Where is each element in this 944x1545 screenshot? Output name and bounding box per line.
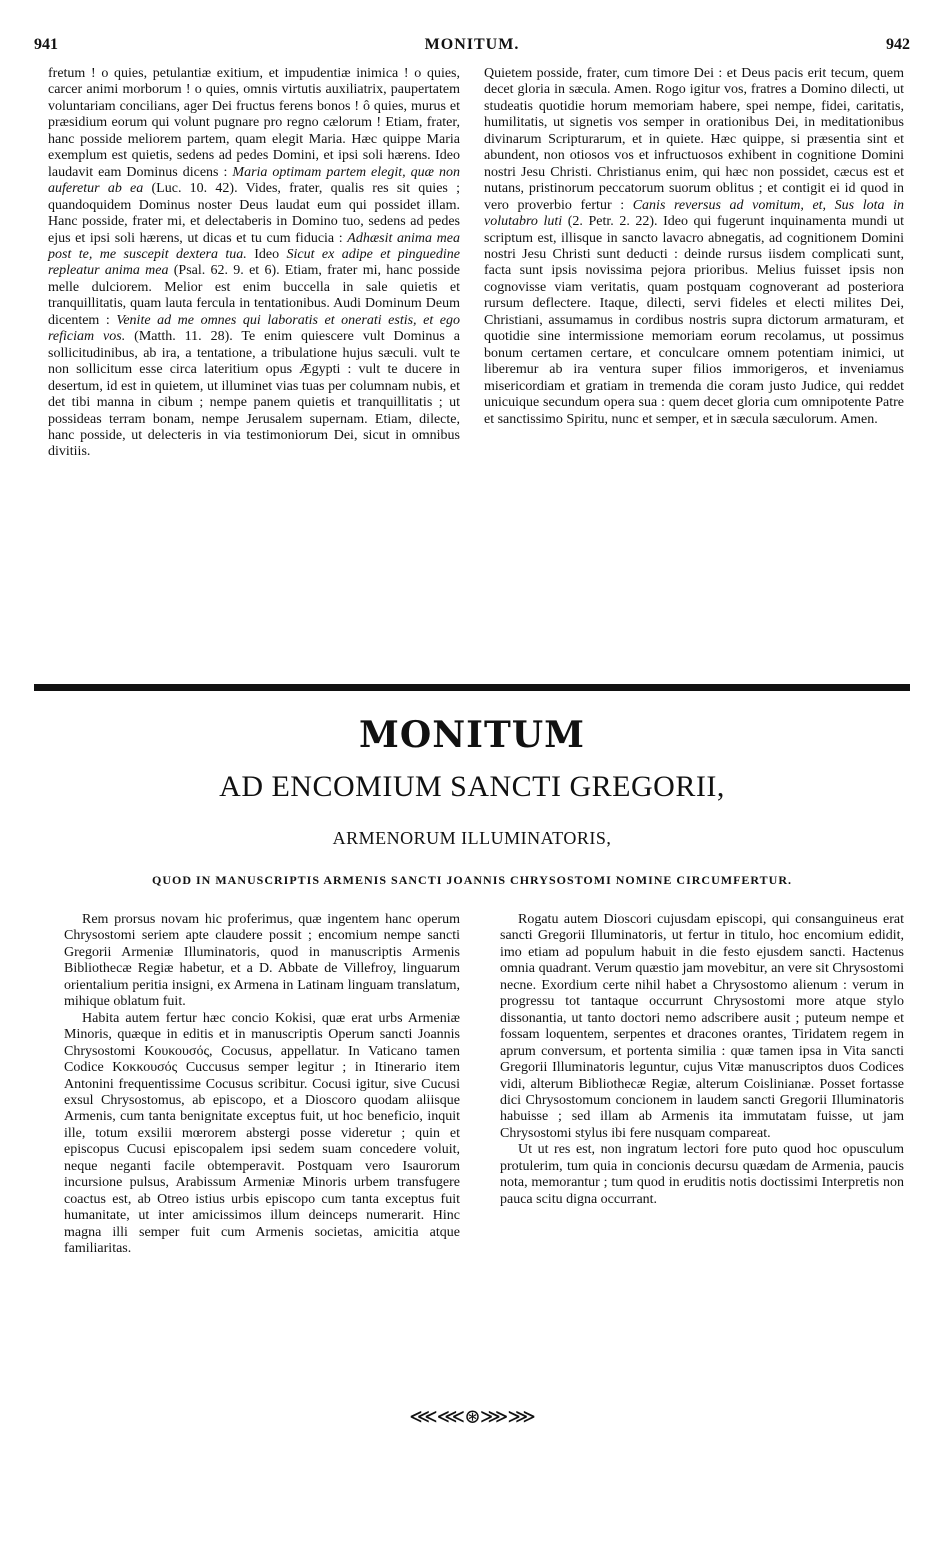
page-number-right: 942 <box>886 36 910 53</box>
paragraph: Rem prorsus novam hic proferimus, quæ ingentem hanc operum Chrysostomi seriem apte claudere possit ; encomium nempe sancti Gregorii Armeniæ Illuminatoris, quod in manuscriptis Armenis Bibliothecæ Regiæ habetur, et a D. Abbate de Villefroy, linguarum orientalium peritia insigni, ex Armena in Latinam linguam translatum, mihique oblatum fuit. <box>64 912 460 1010</box>
paragraph: Ut ut res est, non ingratum lectori fore puto quod hoc opusculum protulerim, tum quia in concionis decursu quædam de Armenia, paucis nota, memorantur ; tum quod in eruditis notis doctissimi Interpretis non pauca scitu digna occurrant. <box>500 1142 904 1207</box>
paragraph: Habita autem fertur hæc concio Kokisi, quæ erat urbs Armeniæ Minoris, quæque in editis et in manuscriptis Operum sancti Joannis Chrysostomi Κουκουσός, Cocusus, appellatur. In Vaticano tamen Codice Κοκκουσός Cuccusus semper legitur ; in Itinerario item Antonini frequentissime Cocusus scribitur. Cocusi igitur, sive Cucusi exsul Chrysostomus, ab episcopo, et a Dioscoro quodam aliisque Armenis, cum tanta benignitate exceptus fuit, ut hoc beneficio, inquit ille, totum exsilii mœrorem abstergi posse videretur ; quin et episcopus Cucusi episcopalem ipsi sedem suam concedere voluit, neque neganti facile obtemperavit. Postquam vero Isaurorum incursione pulsus, Arabissum Armeniæ Minoris urbem transfugere coactus est, ab Otreo istius urbis episcopo cum tanta exceptus fuit humanitate, ut inter amicissimos illum deinceps numerarit. Hinc magna illi semper fuit cum Armenis societas, amicitia atque familiaritas. <box>64 1010 460 1257</box>
ornament-icon: ⋘⋘⊛⋙⋙ <box>409 1406 535 1428</box>
section-divider-rule <box>34 684 910 691</box>
top-left-column: fretum ! o quies, petulantiæ exitium, et impudentiæ inimica ! o quies, carcer animi morborum ! o quies, omnis virtutis auxiliatrix, paupertatem voluntariam concilians, ager Dei fructus ferens bonos ! ô quies, murus et præsidium eorum qui volunt pugnare pro regno cælorum ! Etiam, frater, hanc posside meliorem partem, quam elegit Maria. Hæc quippe Maria exemplum est quietis, sedens ad pedes Domini, et ipsi soli hærens. Ideo laudavit eam Dominus dicens : Maria optimam partem elegit, quæ non auferetur ab ea (Luc. 10. 42). Vides, frater, qualis res sit quies ; quandoquidem Dominus noster Deus laudat eum qui possidet illam. Hanc posside, frater mi, et delectaberis in Domino tuo, sedens ad pedes ejus et ipsi soli hærens, ut dicas et tu cum fiducia : Adhæsit anima mea post te, me suscepit dextera tua. Ideo Sicut ex adipe et pinguedine repleatur anima mea (Psal. 62. 9. et 6). Etiam, frater mi, hanc posside melle dulciorem. Melior est enim buccella in sale quietis et tranquillitatis, quam lauta fercula in tentationibus. Audi Dominum Deum dicentem : Venite ad me omnes qui laboratis et onerati estis, et ego reficiam vos. (Matth. 11. 28). Te enim quiescere vult Dominus a sollicitudinibus, ab ira, a tentatione, a tribulatione hujus sæculi. vult te non sollicitum esse circa lateritium opus Ægypti : vult te ducere in desertum, id est in quietem, ut illuminet vias tuas per columnam nubis, et det tibi manna in cibum ; nempe panem quietis et tranquillitatis ; ut possideas terram bonam, nempe Jerusalem supernam. Etiam, dilecte, hanc posside, ut delecteris in via testimoniorum Dei, sicut in omnibus divitiis. <box>48 66 461 460</box>
top-right-column: Quietem posside, frater, cum timore Dei : et Deus pacis erit tecum, quem decet gloria in sæcula. Amen. Rogo igitur vos, fratres a Domino dilecti, ut studeatis quotidie horum memoriam habere, spei nempe, fidei, caritatis, humilitatis, ut signetis vos semper in orationibus Dei, in meditationibus divinarum Scripturarum, et in quiete. Hæc quippe, si præsentia sint et abundent, non otiosos vos et infructuosos exhibent in cognitione Domini nostri Jesu Christi. Christianus enim, qui hæc non possidet, cæcus est et nutans, pristinorum peccatorum suorum oblitus ; et contigit ei id quod in vero proverbio fertur : Canis reversus ad vomitum, et, Sus lota in volutabro luti (2. Petr. 2. 22). Ideo qui fugerunt inquinamenta mundi ut scriptum est, illisque in sancto lavacro abnegatis, ad cognitionem Domini nostri Jesu Christi sunt deducti : deinde rursus iisdem complicati sunt, facta sunt ipsis novissima pejora prioribus. Melius fuisset ipsis non cognovisse viam veritatis, quam postquam cognoverant ad posteriora rursum deflectere. Itaque, dilecti, servi fideles et electi milites Dei, Christiani, assumamus in cordibus nostris supra dictorum armaturam, et quotidie sine intermissione memoriam eorum recolamus, ut possimus bonum certamen certare, et conculcare omnem potentiam inimici, ut liberemur ab ira ventura super filios immorigeros, et inveniamus misericordiam et gratiam in tremenda die coram justo Judice, qui reddet unicuique secundum opera sua : quem decet gloria cum omnipotente Patre et sanctissimo Spiritu, nunc et semper, et in sæcula sæculorum. Amen. <box>484 66 905 427</box>
section-subtitle-2: ARMENORUM ILLUMINATORIS, <box>332 828 612 848</box>
section-subtitle-3: QUOD IN MANUSCRIPTIS ARMENIS SANCTI JOANNIS CHRYSOSTOMI NOMINE CIRCUMFERTUR. <box>152 873 792 887</box>
bottom-right-column <box>500 912 904 1208</box>
paragraph: Rogatu autem Dioscori cujusdam episcopi, qui consanguineus erat sancti Gregorii Illuminatoris, ut fertur in titulo, hoc encomium edidit, imo etiam ad populum habuit in die festo ejusdem sancti. Hactenus omnia quadrant. Verum quæstio jam movebitur, an vere sit Chrysostomi necne. Exordium certe nihil habet a Chrysostomo alienum : verum in progressu tot tantaque occurrunt Chrysostomi more atque stylo dissonantia, ut tanto doctori nemo adscribere ausit ; puteum nempe et fossam loquentem, serpentes et dracones orantes, Tiridatem regem in aprum conversum, et portenta similia : quæ tamen ipsa in Vita sancti Gregorii Illuminatoris leguntur, cujus Vitæ manuscriptos duos Codices vidi, alterum Bibliothecæ Regiæ, alterum Coislinianæ. Posset fortasse dici Chrysostomum concionem in laudem sancti Gregorii Illuminatoris habuisse ; sed illam ab Armenis ita immutatam fuisse, ut jam Chrysostomi stylus ibi fere nusquam compareat. <box>500 912 904 1141</box>
running-head: MONITUM. <box>424 36 520 53</box>
section-subtitle: AD ENCOMIUM SANCTI GREGORII, <box>219 770 725 803</box>
bottom-left-column <box>64 912 460 1258</box>
page-header <box>34 36 910 58</box>
page-number-left: 941 <box>34 36 58 53</box>
section-title: MONITUM <box>359 714 585 756</box>
